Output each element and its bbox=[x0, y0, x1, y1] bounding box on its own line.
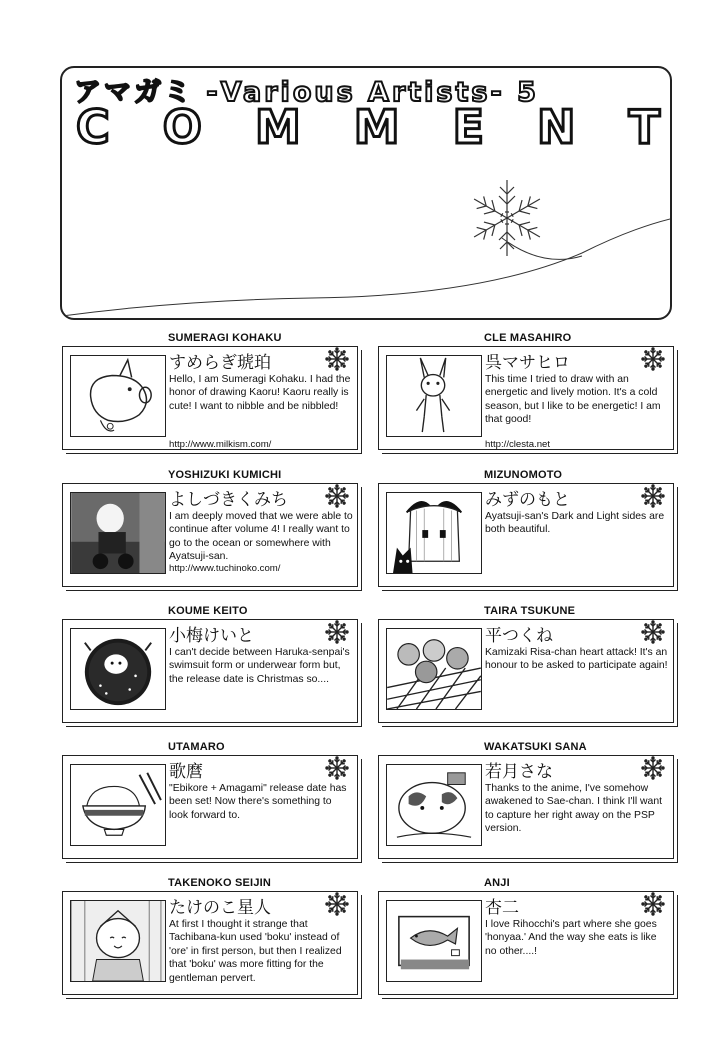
snow-globe-illustration bbox=[71, 629, 165, 709]
header-box bbox=[60, 66, 672, 320]
mascot-sketch-illustration bbox=[71, 901, 165, 981]
author-url: http://clesta.net bbox=[485, 439, 551, 450]
comment-text: I love Rihocchi's part where she goes 'honyaa.' And the way she eats is like no other....! bbox=[485, 919, 657, 957]
comment-card-wakatsuki-sana bbox=[378, 741, 676, 861]
comment-card-koume-keito bbox=[62, 605, 360, 725]
comment-letter: O bbox=[162, 100, 202, 154]
author-name-jp: 若月さな bbox=[485, 762, 553, 782]
card-frame bbox=[378, 346, 674, 450]
card-frame bbox=[378, 483, 674, 587]
page-title: アマガミ -Various Artists- 5 bbox=[74, 77, 539, 108]
card-frame bbox=[62, 483, 358, 587]
author-name-roman: KOUME KEITO bbox=[168, 605, 248, 617]
author-name-jp: 平つくね bbox=[485, 626, 553, 646]
comment-text: This time I tried to draw with an energetic and lively motion. It's a cold season, but I like to be energetic! I am that good! bbox=[485, 374, 661, 426]
author-name-roman: TAKENOKO SEIJIN bbox=[168, 877, 272, 889]
author-url: http://www.milkism.com/ bbox=[169, 439, 272, 450]
comment-letter: M bbox=[353, 100, 400, 154]
author-portrait bbox=[70, 492, 166, 574]
author-name-roman: YOSHIZUKI KUMICHI bbox=[168, 469, 282, 481]
author-name-jp: 呉マサヒロ bbox=[485, 353, 570, 373]
comment-card-utamaro bbox=[62, 741, 360, 861]
snowflake-icon bbox=[641, 347, 665, 371]
author-name-jp: みずのもと bbox=[485, 490, 570, 510]
comment-card-mizunomoto bbox=[378, 469, 676, 589]
author-portrait bbox=[70, 900, 166, 982]
author-name-jp: すめらぎ琥珀 bbox=[169, 353, 271, 373]
comment-text: I can't decide between Haruka-senpai's swimsuit form or underwear form but, the release date is Christmas so.... bbox=[169, 647, 350, 685]
comment-letter: T bbox=[628, 100, 660, 154]
author-name-jp: 小梅けいと bbox=[169, 626, 254, 646]
card-frame bbox=[62, 346, 358, 450]
comment-text: I am deeply moved that we were able to continue after volume 4! I really want to go to the ocean or somewhere with Ayatsuji-san. bbox=[169, 511, 353, 563]
card-frame bbox=[62, 755, 358, 859]
comment-letter: C bbox=[76, 100, 110, 154]
scooter-photo bbox=[71, 493, 165, 573]
rice-bowl-illustration bbox=[71, 765, 165, 845]
author-portrait bbox=[386, 900, 482, 982]
snowflake-icon bbox=[325, 620, 349, 644]
comment-card-takenoko-seijin bbox=[62, 877, 360, 997]
card-frame bbox=[378, 755, 674, 859]
author-name-roman: WAKATSUKI SANA bbox=[484, 741, 587, 753]
author-name-jp: たけのこ星人 bbox=[169, 898, 271, 918]
hamster-illustration bbox=[387, 765, 481, 845]
comment-text: "Ebikore + Amagami" release date has been set! Now there's something to look forward to. bbox=[169, 783, 347, 821]
author-portrait bbox=[70, 764, 166, 846]
author-portrait bbox=[70, 628, 166, 710]
author-name-jp: 歌麿 bbox=[169, 762, 203, 782]
comment-card-cle-masahiro bbox=[378, 332, 676, 452]
comment-text: Ayatsuji-san's Dark and Light sides are both beautiful. bbox=[485, 511, 665, 536]
pig-illustration bbox=[71, 356, 165, 436]
author-name-roman: SUMERAGI KOHAKU bbox=[168, 332, 282, 344]
rabbit-illustration bbox=[387, 356, 481, 436]
snowflake-icon bbox=[325, 892, 349, 916]
author-portrait bbox=[386, 764, 482, 846]
comment-card-anji bbox=[378, 877, 676, 997]
card-frame bbox=[378, 891, 674, 995]
snowflake-icon bbox=[641, 484, 665, 508]
grilled-food-illustration bbox=[387, 629, 481, 709]
author-name-roman: ANJI bbox=[484, 877, 510, 889]
fish-box-illustration bbox=[387, 901, 481, 981]
comment-card-sumeragi-kohaku bbox=[62, 332, 360, 452]
comment-letter: M bbox=[254, 100, 301, 154]
card-frame bbox=[62, 619, 358, 723]
author-name-roman: CLE MASAHIRO bbox=[484, 332, 572, 344]
snowflake-icon bbox=[325, 484, 349, 508]
snowflake-icon bbox=[641, 892, 665, 916]
author-name-roman: MIZUNOMOTO bbox=[484, 469, 563, 481]
author-portrait bbox=[386, 355, 482, 437]
comment-text: At first I thought it strange that Tachibana-kun used 'boku' instead of 'ore' in first person, but then I realized that 'boku' was more fitting for the gentleman pervert. bbox=[169, 919, 342, 984]
comment-letter: N bbox=[537, 100, 576, 154]
header-snowflake-illustration bbox=[62, 68, 672, 320]
comment-letter: E bbox=[452, 100, 484, 154]
snowflake-icon bbox=[641, 756, 665, 780]
snowflake-icon bbox=[641, 620, 665, 644]
snowflake-icon bbox=[325, 347, 349, 371]
girl-and-cat-illustration bbox=[387, 493, 481, 573]
comment-text: Thanks to the anime, I've somehow awakened to Sae-chan. I think I'll want to capture her right away on the PSP version. bbox=[485, 783, 662, 835]
author-name-roman: UTAMARO bbox=[168, 741, 225, 753]
comment-card-yoshizuki-kumichi bbox=[62, 469, 360, 589]
author-portrait bbox=[386, 492, 482, 574]
author-name-jp: よしづきくみち bbox=[169, 490, 288, 510]
comment-card-taira-tsukune bbox=[378, 605, 676, 725]
snowflake-icon bbox=[325, 756, 349, 780]
comment-text: Hello, I am Sumeragi Kohaku. I had the honor of drawing Kaoru! Kaoru really is cute! I want to nibble and be nibbled! bbox=[169, 374, 351, 412]
author-portrait bbox=[70, 355, 166, 437]
card-frame bbox=[378, 619, 674, 723]
card-frame bbox=[62, 891, 358, 995]
author-name-roman: TAIRA TSUKUNE bbox=[484, 605, 576, 617]
snowflake-icon bbox=[470, 180, 544, 256]
author-url: http://www.tuchinoko.com/ bbox=[169, 563, 281, 574]
author-name-jp: 杏二 bbox=[485, 898, 519, 918]
comment-text: Kamizaki Risa-chan heart attack! It's an honour to be asked to participate again! bbox=[485, 647, 668, 672]
author-portrait bbox=[386, 628, 482, 710]
